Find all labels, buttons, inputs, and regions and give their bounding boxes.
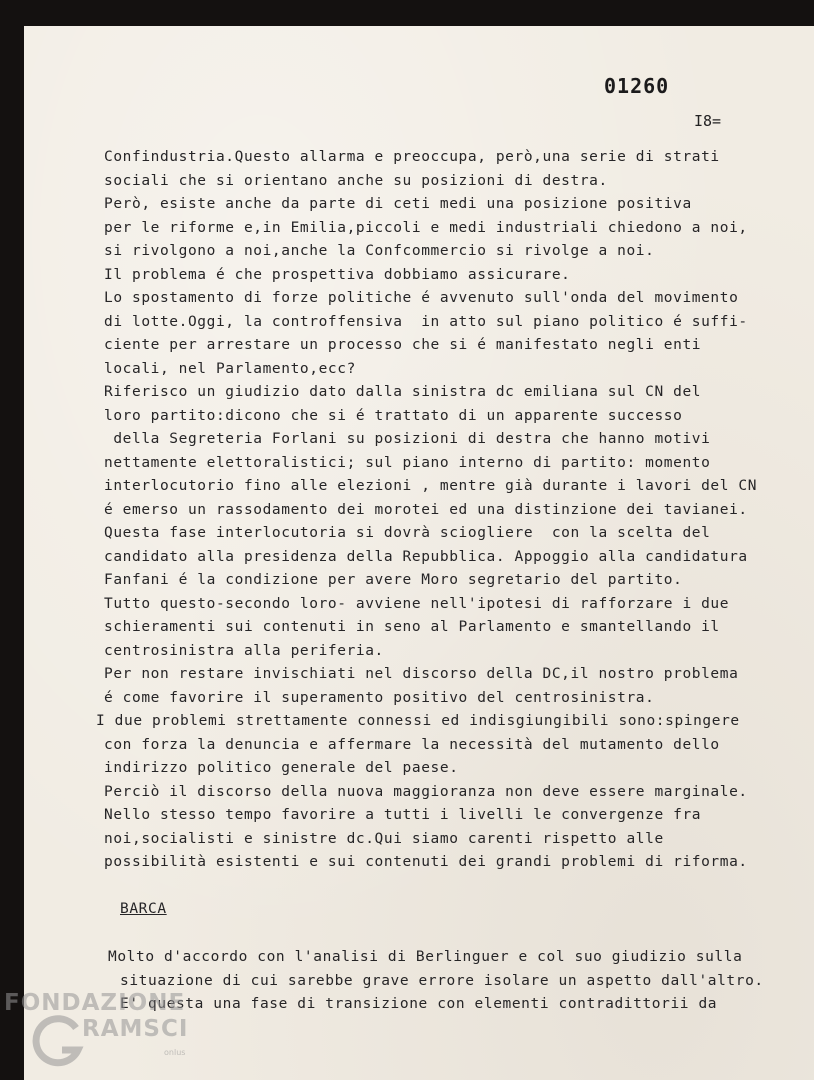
watermark-subtitle: onlus (164, 1048, 186, 1057)
text-line: possibilità esistenti e sui contenuti dei grandi problemi di riforma. (104, 854, 748, 870)
typewritten-page (24, 26, 814, 1080)
text-line: Il problema é che prospettiva dobbiamo assicurare. (104, 266, 571, 283)
text-line: centrosinistra alla periferia. (104, 642, 384, 659)
text-line: I due problemi strettamente connessi ed indisgiungibili sono:spingere (96, 713, 740, 729)
gramsci-logo-icon (32, 1014, 84, 1068)
text-line: Però, esiste anche da parte di ceti medi una posizione positiva (104, 196, 692, 212)
watermark-title: FONDAZIONE (4, 990, 186, 1016)
text-line: si rivolgono a noi,anche la Confcommercio si rivolge a noi. (104, 243, 655, 259)
text-line: loro partito:dicono che si é trattato di un apparente successo (104, 407, 683, 424)
text-line: per le riforme e,in Emilia,piccoli e medi industriali chiedono a noi, (104, 219, 748, 236)
text-line: Riferisco un giudizio dato dalla sinistra dc emiliana sul CN del (104, 384, 702, 400)
fondazione-gramsci-watermark (4, 990, 214, 1070)
text-line: della Segreteria Forlani su posizioni di destra che hanno motivi (104, 431, 711, 447)
text-line: schieramenti sui contenuti in seno al Parlamento e smantellando il (104, 619, 720, 635)
text-line: candidato alla presidenza della Repubblica. Appoggio alla candidatura (104, 548, 748, 565)
page-number: I8= (694, 112, 722, 130)
text-line: interlocutorio fino alle elezioni , mentre già durante i lavori del CN (104, 478, 758, 494)
text-line: ciente per arrestare un processo che si é manifestato negli enti (104, 337, 702, 353)
text-line: Per non restare invischiati nel discorso della DC,il nostro problema (104, 666, 739, 682)
text-line: é come favorire il superamento positivo del centrosinistra. (104, 689, 655, 706)
archive-number: 01260 (604, 74, 670, 98)
text-line: locali, nel Parlamento,ecc? (104, 360, 356, 377)
text-line: con forza la denuncia e affermare la necessità del mutamento dello (104, 736, 720, 753)
text-line: nettamente elettoralistici; sul piano interno di partito: momento (104, 454, 711, 471)
text-line: Nello stesso tempo favorire a tutti i livelli le convergenze fra (104, 807, 702, 823)
text-line: Molto d'accordo con l'analisi di Berlinguer e col suo giudizio sulla (108, 949, 743, 965)
text-line: Tutto questo-secondo loro- avviene nell'ipotesi di rafforzare i due (104, 595, 730, 612)
text-line: Confindustria.Questo allarma e preoccupa, però,una serie di strati (104, 149, 720, 165)
text-line: Questa fase interlocutoria si dovrà sciogliere con la scelta del (104, 525, 711, 541)
text-line: di lotte.Oggi, la controffensiva in atto sul piano politico é suffi- (104, 313, 748, 330)
text-line: noi,socialisti e sinistre dc.Qui siamo carenti rispetto alle (104, 830, 664, 847)
text-line: Fanfani é la condizione per avere Moro segretario del partito. (104, 572, 683, 588)
text-line: indirizzo politico generale del paese. (104, 760, 459, 776)
text-line: sociali che si orientano anche su posizioni di destra. (104, 172, 608, 189)
text-line: Lo spostamento di forze politiche é avvenuto sull'onda del movimento (104, 290, 739, 306)
watermark-name: RAMSCI (82, 1016, 189, 1042)
text-line: situazione di cui sarebbe grave errore isolare un aspetto dall'altro. (120, 972, 764, 989)
speaker-heading: BARCA (120, 901, 167, 917)
text-line: E' questa una fase di transizione con elementi contradittorii da (120, 996, 718, 1012)
text-line: Perciò il discorso della nuova maggioranza non deve essere marginale. (104, 783, 748, 800)
text-line: é emerso un rassodamento dei morotei ed una distinzione dei tavianei. (104, 501, 748, 518)
